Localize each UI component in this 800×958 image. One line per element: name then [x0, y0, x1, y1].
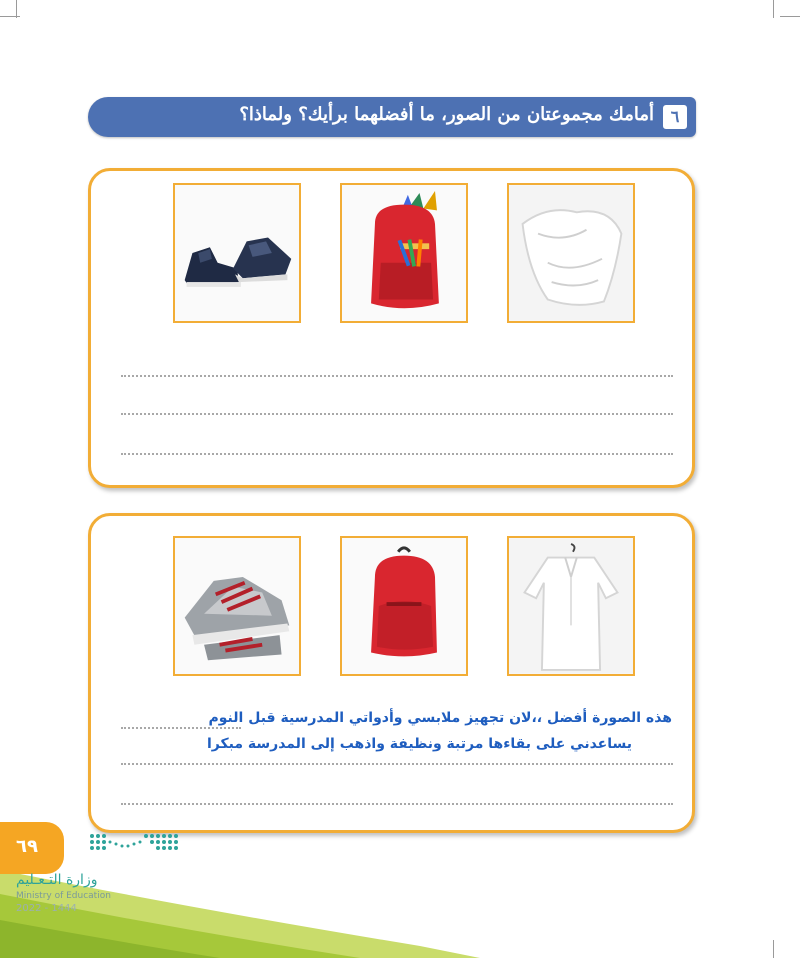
closed-backpack-photo — [340, 536, 468, 676]
edition-year: 2022 - 1444 — [16, 903, 77, 914]
ministry-name-arabic: وزارة التـعـليم — [16, 872, 98, 888]
page-number-tab — [0, 822, 64, 874]
crop-mark — [773, 0, 774, 18]
ministry-name-english: Ministry of Education — [16, 891, 111, 901]
answer-text-line-1[interactable]: هذه الصورة أفضل ،،لان تجهيز ملابسي وأدواتي المدرسية قبل النوم — [208, 710, 672, 726]
crop-mark — [773, 940, 774, 958]
answer-line-3[interactable] — [121, 453, 673, 455]
image-set-one-panel — [88, 168, 695, 488]
crop-mark — [16, 0, 17, 18]
hanging-thobe-photo — [507, 536, 635, 676]
answer-line-1[interactable] — [121, 375, 673, 377]
answer-text-line-2[interactable]: يساعدني على بقاءها مرتبة ونظيفة واذهب إلى المدرسة مبكرا — [206, 736, 632, 752]
answer-line-3[interactable] — [121, 803, 673, 805]
answer-line-1[interactable] — [121, 727, 241, 729]
image-set-two-panel — [88, 513, 695, 833]
ministry-logo-icon — [88, 832, 184, 860]
answer-line-2[interactable] — [121, 413, 673, 415]
crop-mark — [780, 16, 800, 17]
question-bar — [88, 97, 696, 137]
tied-sneakers-photo — [173, 536, 301, 676]
question-number: ٦ — [663, 105, 687, 129]
question-text: أمامك مجموعتان من الصور، ما أفضلهما برأيك؟ ولماذا؟ — [239, 104, 654, 125]
crop-mark — [0, 16, 20, 17]
messy-shirt-photo — [507, 183, 635, 323]
footer-wave — [0, 850, 560, 958]
stuffed-backpack-photo — [340, 183, 468, 323]
shoes-scattered-photo — [173, 183, 301, 323]
answer-line-2[interactable] — [121, 763, 673, 765]
page-number: ٦٩ — [16, 836, 38, 857]
